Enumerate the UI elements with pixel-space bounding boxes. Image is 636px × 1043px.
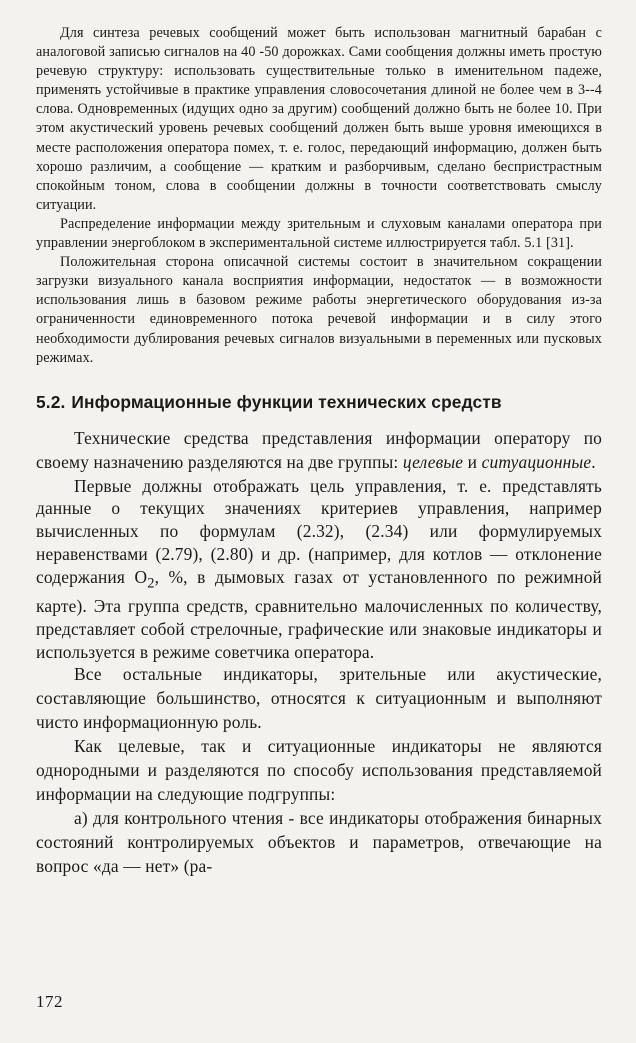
section-title: Информационные функции технических средств [71,391,502,412]
term-target: целевые [402,451,464,472]
paragraph-channel-distribution: Распределение информации между зрительным и слуховым каналами оператора при управлении энергоблоком в экспериментальной системе иллюстрируется табл. 5.1 [31]. [36,215,602,252]
section-number: 5.2. [36,391,66,412]
paragraph-other-indicators: Все остальные индикаторы, зрительные или акустические, составляющие большинство, относятся к ситуационным и выполняют чисто информационную роль. [36,664,602,733]
small-print-block [36,24,602,368]
paragraph-pros-cons: Положительная сторона описачной системы состоит в значительном сокращении загрузки визуального канала восприятия информации, недостаток — в возможности использования лишь в базовом режиме работы энергетического оборудования из-за ограниченности единовременного потока речевой информации и в силу этого необходимости дублирования речевых сигналов визуальными в переменных или пусковых режимах. [36,254,602,366]
main-text-block [36,427,602,879]
term-situational: ситуационные [481,451,592,472]
paragraph-subgroups: Как целевые, так и ситуационные индикаторы не являются однородными и разделяются по способу использования представляемой информации на следующие подгруппы: [36,736,602,804]
book-page [36,24,602,879]
paragraph-speech-synthesis: Для синтеза речевых сообщений может быть использован магнитный барабан с аналоговой записью сигналов на 40 -50 дорожках. Сами сообщения должны иметь простую речевую структуру: использовать существительные только в именительном падеже, применять устойчивые в практике управления словосочетания длиной не более чем в 3--4 слова. Одновременных (идущих одно за другим) сообщений должно быть не более 10. При этом акустический уровень речевых сообщений должен быть выше уровня имеющихся в месте расположения оператора помех, т. е. голос, передающий информацию, должен быть хорошо различим, а сообщение — кратким и разборчивым, сделано беспристрастным спокойным тоном, слова в сообщении должны в точности соответствовать смыслу ситуации. [36,25,602,213]
paragraph-control-reading: а) для контрольного чтения - все индикаторы отображения бинарных состояний контролируемых объектов и параметров, отвечающие на вопрос «да — нет» (ра- [36,807,602,876]
subscript-2: 2 [147,575,155,592]
paragraph-first-group: Первые должны отображать цель управления, т. е. представлять данные о текущих значениях критериев управления, например вычисленных по формулам (2.32), (2.34) или формулируемых неравенствами (2.79), (2.80) и др. (например, для котлов — отклонение содержания $O_2$, %, в дымовых газах от установленного по режимной карте). Эта группа средств, сравнительно малочисленных по количеству, представляет собой стрелочные, графические или знаковые индикаторы и используется в режиме советчика оператора. [36,475,602,662]
page-number: 172 [36,992,63,1011]
paragraph-groups: Технические средства представления информации оператору по своему назначению разделяются на две группы: целевые и ситуационные. [36,427,602,472]
section-heading [36,392,602,413]
